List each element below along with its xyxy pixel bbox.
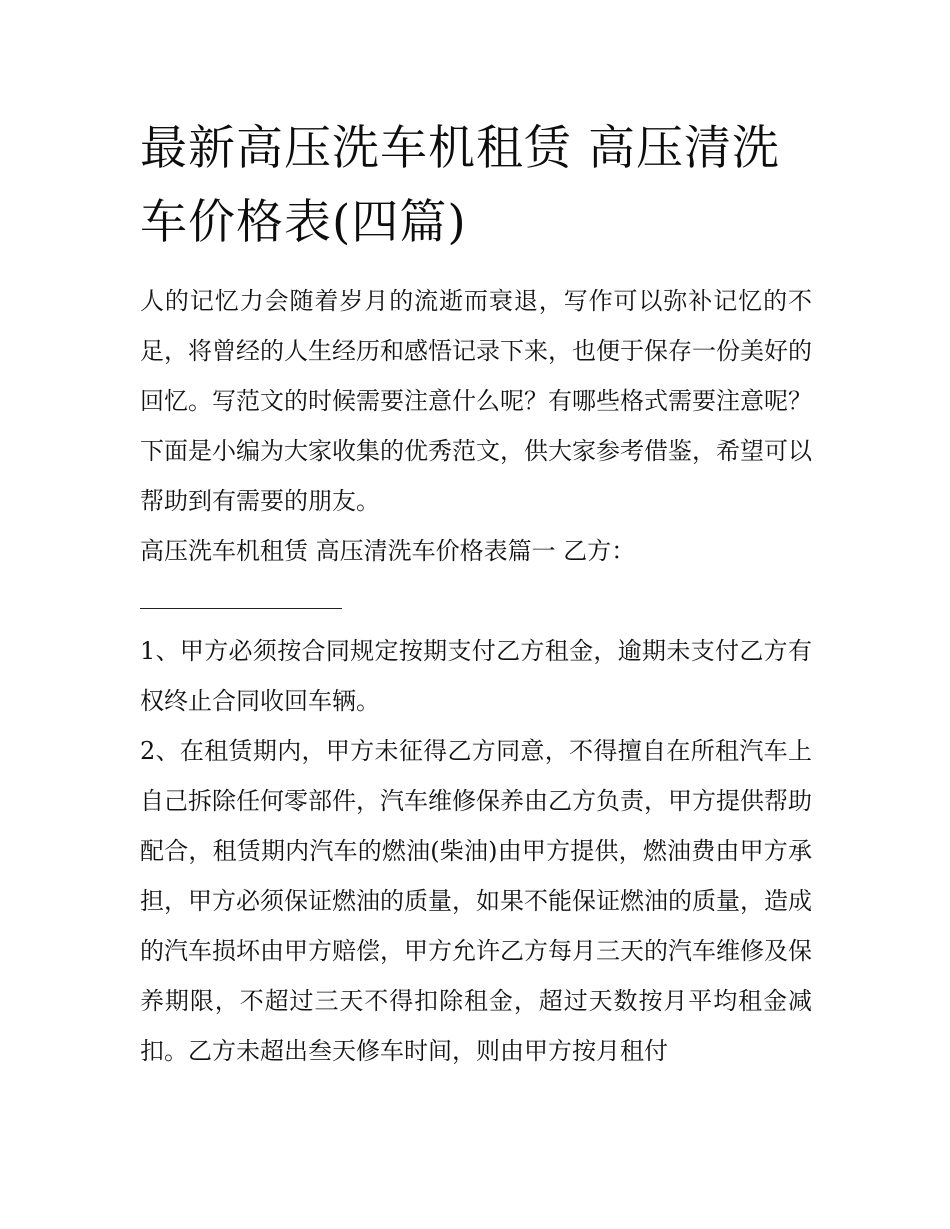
document-title: 最新高压洗车机租赁 高压清洗车价格表(四篇): [140, 121, 780, 250]
clause-item-1: 1、甲方必须按合同规定按期支付乙方租金，逾期未支付乙方有权终止合同收回车辆。: [140, 637, 812, 715]
intro-paragraph: 人的记忆力会随着岁月的流逝而衰退，写作可以弥补记忆的不足，将曾经的人生经历和感悟记录下来，也便于保存一份美好的回忆。写范文的时候需要注意什么呢？有哪些格式需要注意呢？下面是小编为大家收集的优秀范文，供大家参考借鉴，希望可以帮助到有需要的朋友。: [140, 287, 812, 515]
section-heading: 高压洗车机租赁 高压清洗车价格表篇一 乙方：: [140, 537, 636, 565]
clause-item-2: 2、在租赁期内，甲方未征得乙方同意，不得擅自在所租汽车上自己拆除任何零部件，汽车维修保养由乙方负责，甲方提供帮助配合，租赁期内汽车的燃油(柴油)由甲方提供，燃油费由甲方承担，甲方必须保证燃油的质量，如果不能保证燃油的质量，造成的汽车损坏由甲方赔偿，甲方允许乙方每月三天的汽车维修及保养期限，不超过三天不得扣除租金，超过天数按月平均租金减扣。乙方未超出叁天修车时间，则由甲方按月租付: [140, 737, 812, 1065]
fill-in-blank-line: [140, 578, 342, 609]
blank-line-row: [140, 576, 812, 626]
